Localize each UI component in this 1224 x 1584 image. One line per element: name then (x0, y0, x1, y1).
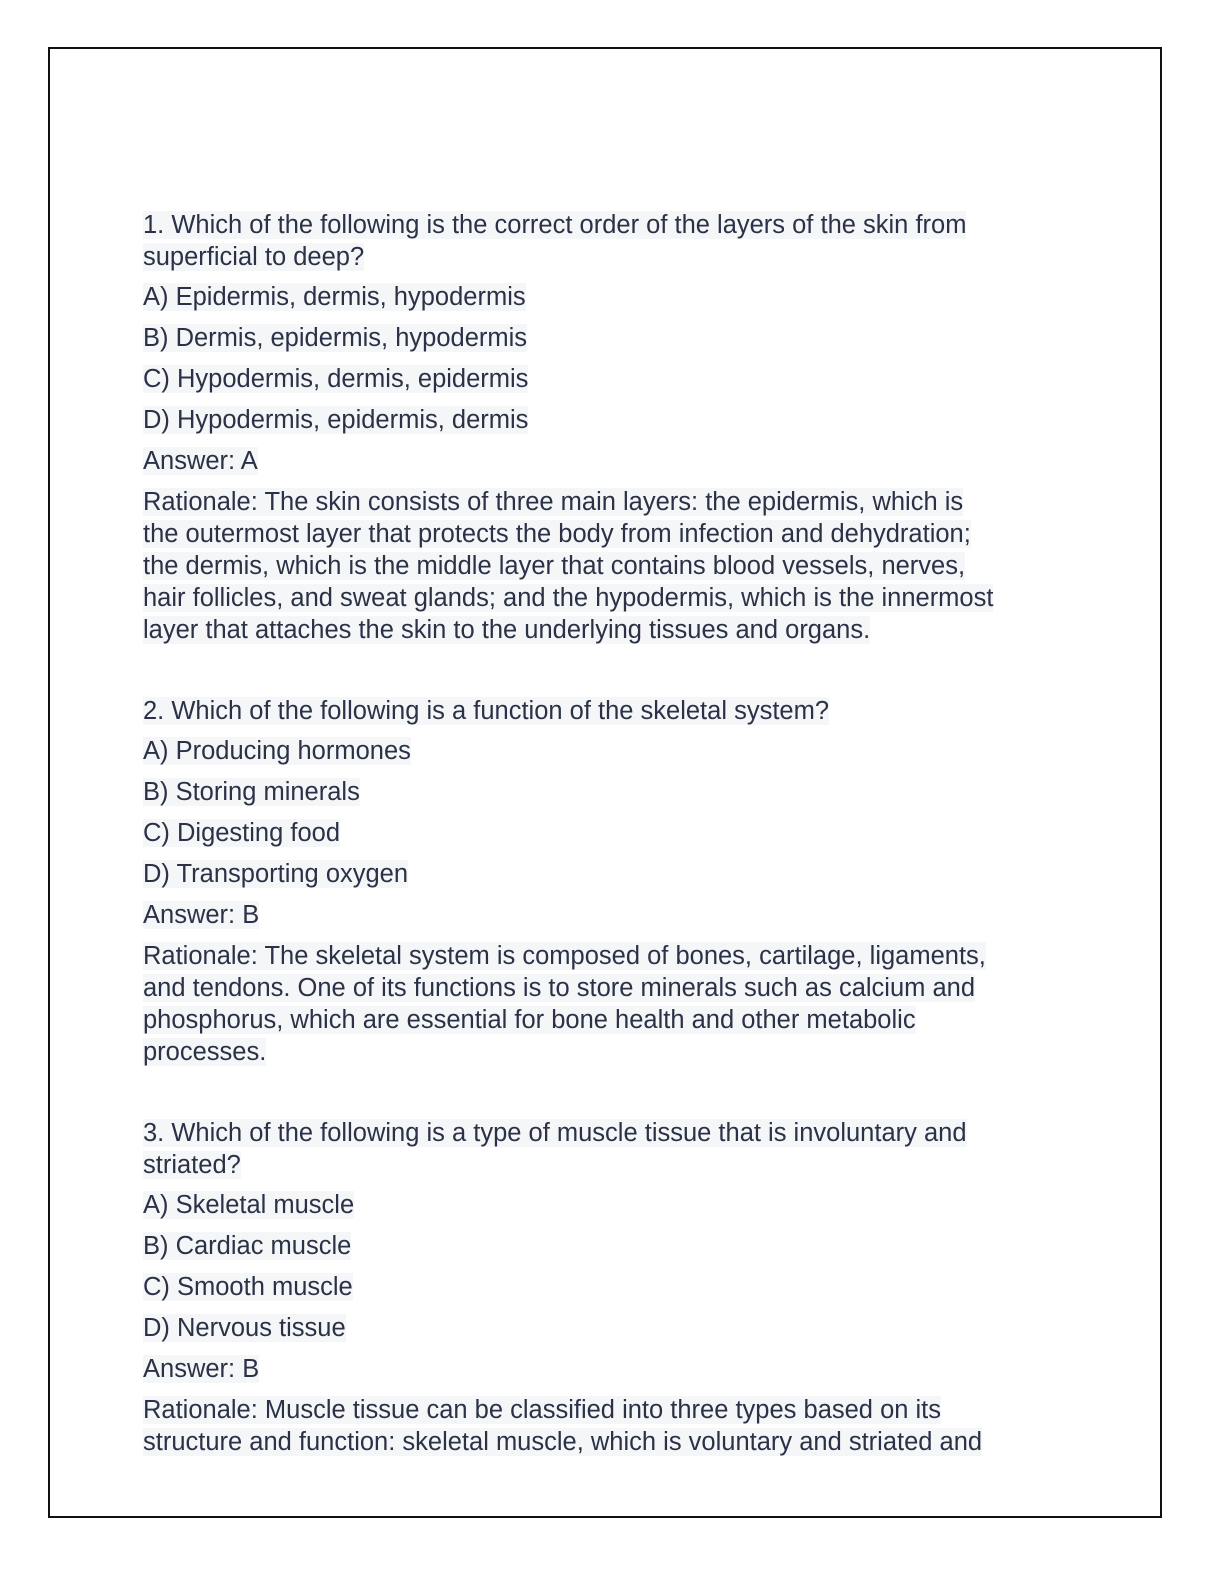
question-text (143, 695, 1083, 727)
answer-text: Answer: A (143, 447, 258, 475)
spacer (143, 1068, 1083, 1117)
answer-text: Answer: B (143, 1355, 260, 1383)
rationale-line: and tendons. One of its functions is to store minerals such as calcium and (143, 974, 976, 1002)
rationale-line: Rationale: The skeletal system is composed of bones, cartilage, ligaments, (143, 942, 986, 970)
option-d: D) Nervous tissue (143, 1314, 346, 1342)
rationale-text (143, 940, 1083, 1068)
answer-text: Answer: B (143, 901, 260, 929)
option-c: C) Hypodermis, dermis, epidermis (143, 365, 529, 393)
rationale-line: layer that attaches the skin to the underlying tissues and organs. (143, 616, 871, 644)
rationale-text (143, 486, 1083, 646)
option-b: B) Cardiac muscle (143, 1232, 352, 1260)
rationale-text (143, 1394, 1083, 1458)
question-block-1 (143, 209, 1083, 646)
option-b: B) Dermis, epidermis, hypodermis (143, 324, 528, 352)
question-line: 3. Which of the following is a type of muscle tissue that is involuntary and (143, 1119, 967, 1147)
option-a: A) Skeletal muscle (143, 1191, 355, 1219)
option-d: D) Transporting oxygen (143, 860, 409, 888)
rationale-line: hair follicles, and sweat glands; and the hypodermis, which is the innermost (143, 584, 994, 612)
option-a: A) Producing hormones (143, 737, 411, 765)
question-text (143, 209, 1083, 273)
document-body (143, 209, 1083, 1458)
rationale-line: the outermost layer that protects the body from infection and dehydration; (143, 520, 971, 548)
rationale-line: the dermis, which is the middle layer that contains blood vessels, nerves, (143, 552, 966, 580)
option-d: D) Hypodermis, epidermis, dermis (143, 406, 529, 434)
question-block-3 (143, 1117, 1083, 1458)
rationale-line: phosphorus, which are essential for bone health and other metabolic (143, 1006, 916, 1034)
rationale-line: structure and function: skeletal muscle, which is voluntary and striated and (143, 1428, 983, 1456)
question-block-2 (143, 695, 1083, 1068)
question-line: 1. Which of the following is the correct order of the layers of the skin from (143, 211, 967, 239)
option-c: C) Digesting food (143, 819, 341, 847)
question-line: superficial to deep? (143, 243, 365, 271)
option-b: B) Storing minerals (143, 778, 360, 806)
question-line: 2. Which of the following is a function of the skeletal system? (143, 697, 830, 725)
rationale-line: processes. (143, 1038, 267, 1066)
rationale-line: Rationale: The skin consists of three main layers: the epidermis, which is (143, 488, 964, 516)
question-text (143, 1117, 1083, 1181)
rationale-line: Rationale: Muscle tissue can be classified into three types based on its (143, 1396, 942, 1424)
question-line: striated? (143, 1151, 241, 1179)
option-c: C) Smooth muscle (143, 1273, 353, 1301)
option-a: A) Epidermis, dermis, hypodermis (143, 283, 526, 311)
spacer (143, 646, 1083, 695)
